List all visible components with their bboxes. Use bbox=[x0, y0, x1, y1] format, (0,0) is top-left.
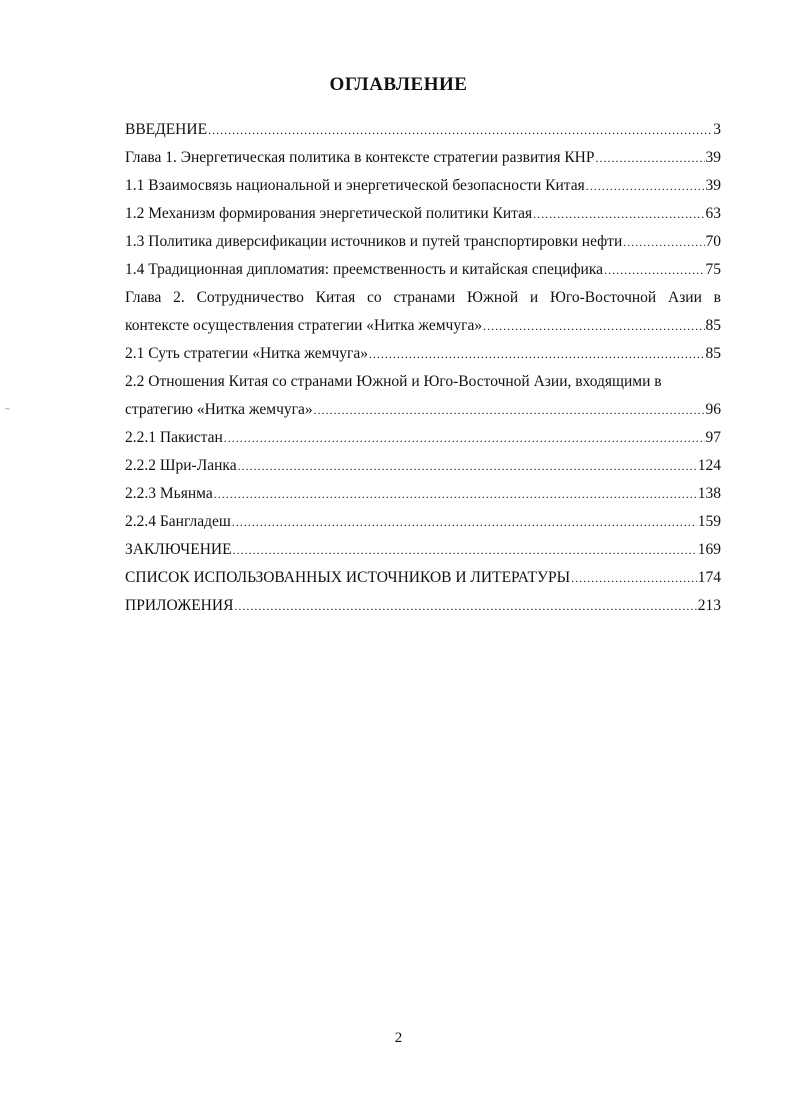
dot-leader bbox=[214, 480, 697, 508]
page-number: 2 bbox=[394, 1030, 403, 1046]
dot-leader bbox=[369, 340, 704, 368]
toc-entry-label: контексте осуществления стратегии «Нитка жемчуга» bbox=[125, 317, 483, 334]
toc-entry-appendices bbox=[125, 592, 721, 620]
toc-entry-2-2 bbox=[125, 396, 721, 424]
toc-entry-page: 70 bbox=[705, 233, 721, 250]
margin-mark: ~ bbox=[5, 404, 10, 414]
dot-leader bbox=[314, 396, 705, 424]
toc-entry-chapter-2-line-1: Глава 2. Сотрудничество Китая со странами Южной и Юго-Восточной Азии в bbox=[125, 289, 721, 306]
toc-entry-page: 174 bbox=[697, 569, 721, 586]
toc-entry-2-2-1 bbox=[125, 424, 721, 452]
toc-entry-label: 1.2 Механизм формирования энергетической политики Китая bbox=[125, 205, 533, 222]
toc-entry-2-1 bbox=[125, 340, 721, 368]
toc-entry-chapter-2 bbox=[125, 312, 721, 340]
toc-entry-page: 85 bbox=[705, 317, 721, 334]
dot-leader bbox=[208, 116, 712, 144]
dot-leader bbox=[224, 424, 705, 452]
toc-entry-page: 75 bbox=[705, 261, 721, 278]
toc-entry-chapter-1 bbox=[125, 144, 721, 172]
toc-entry-label: Глава 1. Энергетическая политика в контексте стратегии развития КНР bbox=[125, 149, 595, 166]
toc-entry-1-3 bbox=[125, 228, 721, 256]
toc-entry-page: 39 bbox=[705, 149, 721, 166]
toc-entry-page: 169 bbox=[697, 541, 721, 558]
toc-entry-page: 159 bbox=[697, 513, 721, 530]
toc-entry-page: 85 bbox=[705, 345, 721, 362]
dot-leader bbox=[232, 508, 697, 536]
toc-entry-introduction bbox=[125, 116, 721, 144]
toc-entry-2-2-line-1: 2.2 Отношения Китая со странами Южной и Юго-Восточной Азии, входящими в bbox=[125, 373, 662, 390]
toc-entry-label: ВВЕДЕНИЕ bbox=[125, 121, 208, 138]
toc-entry-label: СПИСОК ИСПОЛЬЗОВАННЫХ ИСТОЧНИКОВ И ЛИТЕРАТУРЫ bbox=[125, 569, 571, 586]
toc-entry-label: 2.2.1 Пакистан bbox=[125, 429, 223, 446]
toc-entry-label: ЗАКЛЮЧЕНИЕ bbox=[125, 541, 232, 558]
toc-entry-label: 2.1 Суть стратегии «Нитка жемчуга» bbox=[125, 345, 369, 362]
toc-entry-label: 1.4 Традиционная дипломатия: преемственность и китайская специфика bbox=[125, 261, 604, 278]
dot-leader bbox=[604, 256, 704, 284]
toc-entry-bibliography bbox=[125, 564, 721, 592]
toc-entry-label: 2.2.3 Мьянма bbox=[125, 485, 213, 502]
toc-entry-page: 124 bbox=[697, 457, 721, 474]
toc-entry-1-1 bbox=[125, 172, 721, 200]
toc-entry-page: 63 bbox=[705, 205, 721, 222]
dot-leader bbox=[234, 592, 696, 620]
toc-entry-label: 2.2.2 Шри-Ланка bbox=[125, 457, 237, 474]
toc-entry-conclusion bbox=[125, 536, 721, 564]
toc-entry-label: 1.3 Политика диверсификации источников и путей транспортировки нефти bbox=[125, 233, 623, 250]
toc-entry-label: 1.1 Взаимосвязь национальной и энергетической безопасности Китая bbox=[125, 177, 585, 194]
toc-entry-2-2-2 bbox=[125, 452, 721, 480]
dot-leader bbox=[623, 228, 704, 256]
dot-leader bbox=[533, 200, 704, 228]
toc-entry-page: 213 bbox=[697, 597, 721, 614]
dot-leader bbox=[233, 536, 697, 564]
toc-entry-page: 3 bbox=[713, 121, 721, 138]
dot-leader bbox=[238, 452, 697, 480]
toc-entry-2-2-3 bbox=[125, 480, 721, 508]
toc-entry-page: 96 bbox=[705, 401, 721, 418]
toc-entry-page: 39 bbox=[705, 177, 721, 194]
toc-entry-label: стратегию «Нитка жемчуга» bbox=[125, 401, 313, 418]
dot-leader bbox=[586, 172, 705, 200]
toc-entry-label: ПРИЛОЖЕНИЯ bbox=[125, 597, 234, 614]
dot-leader bbox=[483, 312, 704, 340]
toc-entry-page: 138 bbox=[697, 485, 721, 502]
dot-leader bbox=[571, 564, 697, 592]
table-of-contents bbox=[125, 116, 721, 620]
toc-entry-label: 2.2.4 Бангладеш bbox=[125, 513, 231, 530]
page-title: ОГЛАВЛЕНИЕ bbox=[329, 74, 468, 95]
toc-entry-1-2 bbox=[125, 200, 721, 228]
toc-entry-page: 97 bbox=[705, 429, 721, 446]
toc-entry-1-4 bbox=[125, 256, 721, 284]
toc-entry-2-2-4 bbox=[125, 508, 721, 536]
dot-leader bbox=[595, 144, 704, 172]
